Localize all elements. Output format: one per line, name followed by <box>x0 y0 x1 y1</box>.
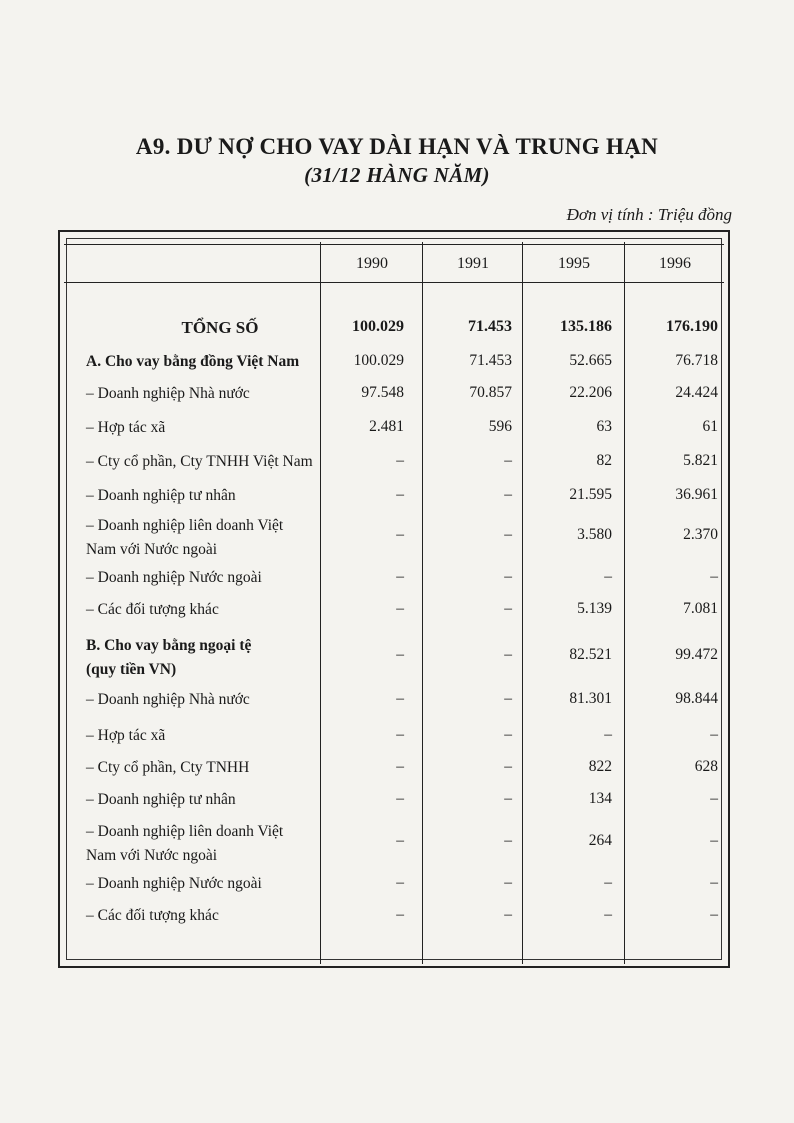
table-cell: 7.081 <box>683 600 718 617</box>
table-cell: 97.548 <box>361 384 404 401</box>
table-cell: – <box>504 906 512 923</box>
table-cell: 3.580 <box>577 526 612 543</box>
table-cell: 82.521 <box>569 646 612 663</box>
unit-note: Đơn vị tính : Triệu đồng <box>566 205 732 224</box>
table-cell: – <box>504 568 512 585</box>
table-cell: – <box>396 906 404 923</box>
table-cell: – <box>504 758 512 775</box>
table-cell: – <box>396 726 404 743</box>
total-row-label: TỔNG SỐ <box>181 318 259 337</box>
table-cell: 135.186 <box>560 318 612 335</box>
table-cell: 822 <box>588 758 612 775</box>
row-label-continuation: (quy tiền VN) <box>86 661 177 678</box>
table-cell: 2.481 <box>369 418 404 435</box>
table-cell: – <box>504 726 512 743</box>
table-cell: 98.844 <box>675 690 718 707</box>
table-cell: 134 <box>588 790 612 807</box>
table-cell: – <box>504 874 512 891</box>
table-cell: 5.139 <box>577 600 612 617</box>
table-cell: 100.029 <box>352 318 404 335</box>
table-cell: 71.453 <box>469 352 512 369</box>
row-label: – Hợp tác xã <box>86 419 166 436</box>
column-divider <box>422 242 423 964</box>
row-label: – Cty cổ phần, Cty TNHH Việt Nam <box>86 453 313 470</box>
table-cell: – <box>396 646 404 663</box>
table-cell: 628 <box>694 758 718 775</box>
table-cell: – <box>396 758 404 775</box>
row-label: – Hợp tác xã <box>86 727 166 744</box>
table-cell: – <box>504 832 512 849</box>
row-label: – Doanh nghiệp Nước ngoài <box>86 569 262 586</box>
table-cell: – <box>396 600 404 617</box>
table-cell: – <box>504 790 512 807</box>
table-cell: 264 <box>588 832 612 849</box>
header-bottom-rule <box>64 282 724 283</box>
table-cell: – <box>396 568 404 585</box>
table-cell: – <box>710 568 718 585</box>
header-top-rule <box>64 244 724 245</box>
table-cell: – <box>710 874 718 891</box>
table-cell: – <box>604 568 612 585</box>
page-subtitle: (31/12 HÀNG NĂM) <box>304 163 490 187</box>
column-header-1990: 1990 <box>356 255 388 272</box>
table-cell: – <box>604 906 612 923</box>
row-label-continuation: Nam với Nước ngoài <box>86 541 218 558</box>
table-cell: – <box>504 452 512 469</box>
table-cell: – <box>396 452 404 469</box>
table-cell: 99.472 <box>675 646 718 663</box>
row-label: – Doanh nghiệp tư nhân <box>86 487 236 504</box>
table-cell: 63 <box>596 418 612 435</box>
row-label: – Doanh nghiệp Nhà nước <box>86 385 250 402</box>
table-cell: – <box>504 600 512 617</box>
column-divider <box>320 242 321 964</box>
row-label: – Doanh nghiệp tư nhân <box>86 791 236 808</box>
table-cell: 71.453 <box>468 318 512 335</box>
column-header-1991: 1991 <box>457 255 489 272</box>
section-label: A. Cho vay bằng đồng Việt Nam <box>86 353 300 370</box>
table-cell: – <box>504 646 512 663</box>
column-divider <box>522 242 523 964</box>
row-label: – Các đối tượng khác <box>86 907 219 924</box>
table-cell: – <box>604 874 612 891</box>
row-label: – Doanh nghiệp liên doanh Việt Nam với Nước ngoài <box>86 823 284 864</box>
table-cell: 76.718 <box>675 352 718 369</box>
table-cell: – <box>396 486 404 503</box>
table-cell: – <box>396 526 404 543</box>
row-label: – Doanh nghiệp Nước ngoài <box>86 875 262 892</box>
section-label: B. Cho vay bằng ngoại tệ (quy tiền VN) <box>86 637 252 678</box>
table-cell: 21.595 <box>569 486 612 503</box>
table-cell: – <box>504 526 512 543</box>
page-title: A9. DƯ NỢ CHO VAY DÀI HẠN VÀ TRUNG HẠN <box>135 134 659 159</box>
table-cell: 81.301 <box>569 690 612 707</box>
table-cell: – <box>604 726 612 743</box>
table-cell: – <box>396 690 404 707</box>
row-label: – Cty cổ phần, Cty TNHH <box>86 759 250 776</box>
table-cell: – <box>396 874 404 891</box>
table-cell: 70.857 <box>469 384 512 401</box>
table-cell: – <box>504 486 512 503</box>
column-header-1995: 1995 <box>558 255 590 272</box>
row-label: – Doanh nghiệp Nhà nước <box>86 691 250 708</box>
table-cell: 82 <box>596 452 612 469</box>
table-cell: 61 <box>702 418 718 435</box>
row-label: – Doanh nghiệp liên doanh Việt Nam với Nước ngoài <box>86 517 284 558</box>
table-cell: – <box>710 832 718 849</box>
table-cell: 2.370 <box>683 526 718 543</box>
table-cell: 52.665 <box>569 352 612 369</box>
row-label: – Các đối tượng khác <box>86 601 219 618</box>
table-cell: 100.029 <box>353 352 404 369</box>
column-divider <box>624 242 625 964</box>
table-cell: – <box>710 906 718 923</box>
table-cell: 24.424 <box>675 384 718 401</box>
table-cell: – <box>504 690 512 707</box>
table-cell: 5.821 <box>683 452 718 469</box>
table-cell: 596 <box>488 418 512 435</box>
row-label-continuation: Nam với Nước ngoài <box>86 847 218 864</box>
table-cell: – <box>396 832 404 849</box>
table-cell: 36.961 <box>675 486 718 503</box>
column-header-1996: 1996 <box>659 255 691 272</box>
table-cell: – <box>396 790 404 807</box>
table-cell: – <box>710 726 718 743</box>
table-cell: 22.206 <box>569 384 612 401</box>
table-cell: – <box>710 790 718 807</box>
table-cell: 176.190 <box>666 318 718 335</box>
